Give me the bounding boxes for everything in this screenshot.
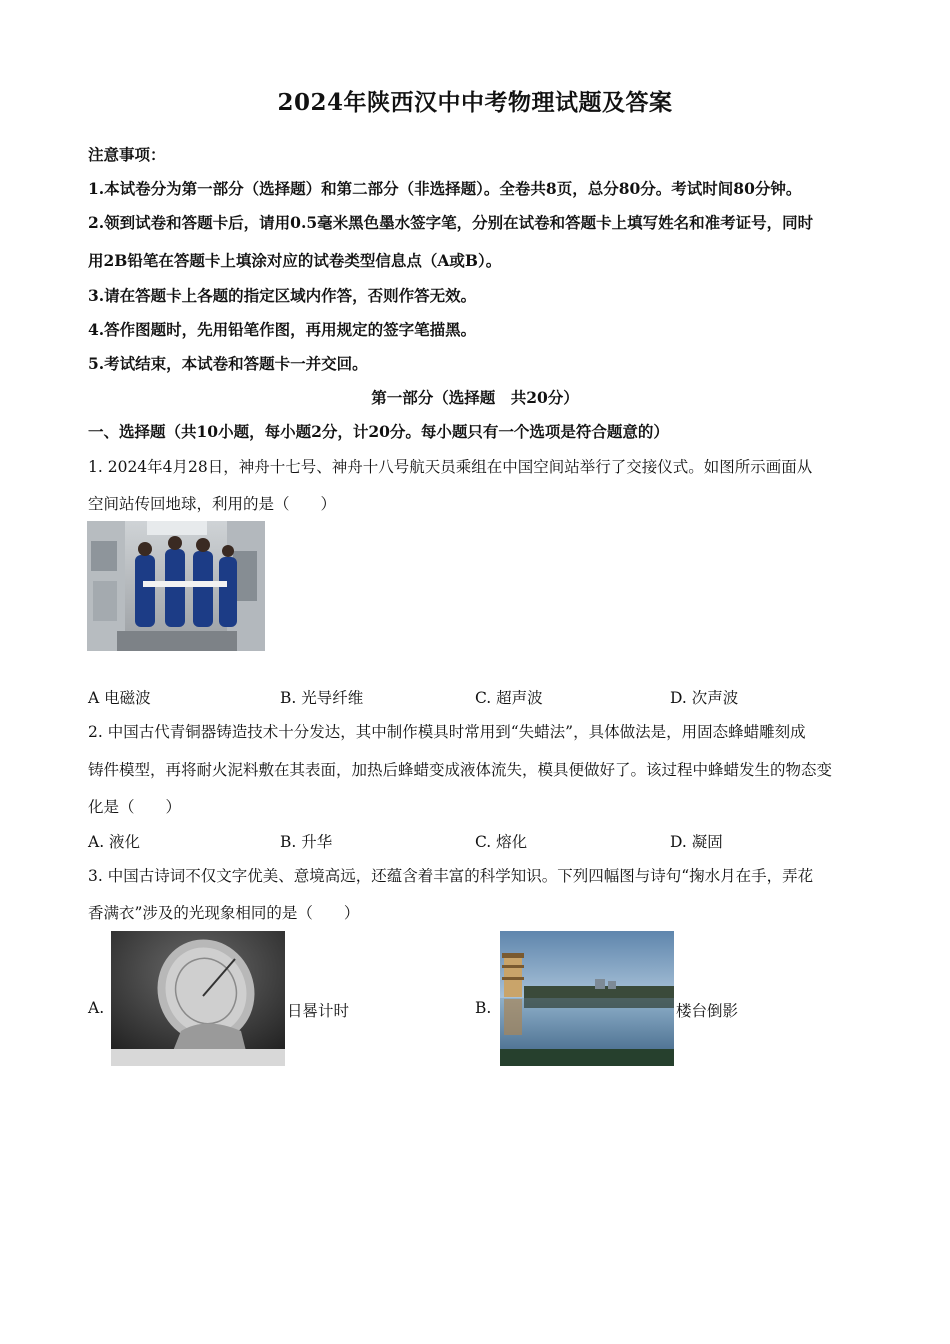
page-title: 2024年陕西汉中中考物理试题及答案 bbox=[277, 89, 673, 116]
q2-option-c: C. 熔化 bbox=[475, 833, 528, 851]
notice-item-2: 2.领到试卷和答题卡后，请用0.5毫米黑色墨水签字笔，分别在试卷和答题卡上填写姓名和准考证号，同时 bbox=[88, 213, 814, 232]
q3-option-a-caption: 日晷计时 bbox=[287, 1002, 350, 1020]
q3-line-1: 3. 中国古诗词不仅文字优美、意境高远，还蕴含着丰富的科学知识。下列四幅图与诗句“掬水月在手，弄花 bbox=[88, 867, 814, 885]
notice-heading: 注意事项： bbox=[88, 145, 166, 164]
tower-reflection-photo bbox=[500, 931, 674, 1066]
q2-line-3: 化是（ ） bbox=[88, 798, 182, 816]
space-station-photo bbox=[87, 521, 265, 651]
part1-title: 第一部分（选择题 共20分） bbox=[371, 388, 579, 407]
q3-option-a-letter: A. bbox=[88, 999, 105, 1017]
q1-option-b: B. 光导纤维 bbox=[280, 689, 364, 707]
notice-item-1: 1.本试卷分为第一部分（选择题）和第二部分（非选择题）。全卷共8页，总分80分。考试时间80分钟。 bbox=[88, 179, 802, 198]
q2-line-1: 2. 中国古代青铜器铸造技术十分发达，其中制作模具时常用到“失蜡法”，具体做法是，用固态蜂蜡雕刻成 bbox=[88, 723, 806, 741]
notice-item-5: 5.考试结束，本试卷和答题卡一并交回。 bbox=[88, 354, 368, 373]
q1-line-1: 1. 2024年4月28日，神舟十七号、神舟十八号航天员乘组在中国空间站举行了交接仪式。如图所示画面从 bbox=[88, 458, 813, 476]
q2-option-b: B. 升华 bbox=[280, 833, 333, 851]
q3-option-b-letter: B. bbox=[475, 999, 492, 1017]
notice-item-3: 3.请在答题卡上各题的指定区域内作答，否则作答无效。 bbox=[88, 286, 477, 305]
q3-option-b-caption: 楼台倒影 bbox=[676, 1002, 739, 1020]
notice-item-2-cont: 用2B铅笔在答题卡上填涂对应的试卷类型信息点（A或B）。 bbox=[88, 251, 502, 270]
section1-title: 一、选择题（共10小题，每小题2分，计20分。每小题只有一个选项是符合题意的） bbox=[88, 422, 669, 441]
q3-line-2: 香满衣”涉及的光现象相同的是（ ） bbox=[88, 904, 360, 922]
q2-option-d: D. 凝固 bbox=[670, 833, 723, 851]
q1-option-c: C. 超声波 bbox=[475, 689, 543, 707]
sundial-photo bbox=[111, 931, 285, 1066]
notice-item-4: 4.答作图题时，先用铅笔作图，再用规定的签字笔描黑。 bbox=[88, 320, 477, 339]
q1-line-2: 空间站传回地球，利用的是（ ） bbox=[88, 495, 337, 513]
q2-option-a: A. 液化 bbox=[88, 833, 141, 851]
q1-option-a: A 电磁波 bbox=[88, 689, 151, 707]
q1-option-d: D. 次声波 bbox=[670, 689, 739, 707]
q2-line-2: 铸件模型，再将耐火泥料敷在其表面，加热后蜂蜡变成液体流失，模具便做好了。该过程中蜂蜡发生的物态变 bbox=[88, 761, 833, 779]
